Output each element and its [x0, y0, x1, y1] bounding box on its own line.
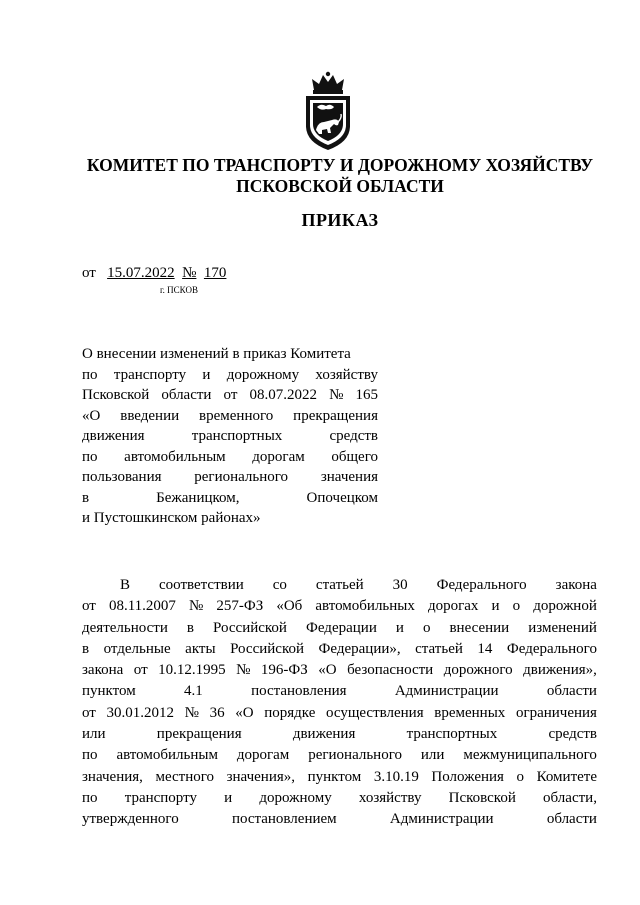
- word: осуществления: [326, 704, 424, 721]
- word: значения,: [82, 768, 143, 785]
- word: дорогам: [252, 448, 305, 465]
- word: о: [516, 768, 525, 785]
- word: пользования: [82, 469, 162, 485]
- order-date-number-line: [82, 265, 226, 282]
- word: «О: [82, 407, 101, 424]
- word: Псковской: [82, 387, 150, 403]
- body-line: [82, 618, 597, 639]
- body-line: [82, 681, 597, 702]
- subject-line: [82, 365, 378, 386]
- body-line: [82, 703, 597, 724]
- body-line: [82, 809, 597, 830]
- subject-line: [82, 385, 378, 406]
- word: со: [272, 577, 287, 593]
- word: 3.10.19: [373, 768, 419, 785]
- word: акты: [185, 640, 216, 657]
- subject-line: [82, 344, 378, 365]
- word: по: [82, 747, 98, 764]
- word: транспорту: [113, 366, 187, 383]
- from-label: от: [82, 265, 96, 281]
- word: соответствии: [159, 577, 244, 593]
- word: 257-ФЗ: [216, 598, 264, 615]
- word: введении: [120, 407, 180, 424]
- word: или: [420, 747, 445, 764]
- word: закона: [555, 577, 597, 593]
- subject-line: [82, 467, 378, 488]
- order-date: 15.07.2022: [107, 265, 175, 281]
- word: местного: [155, 768, 215, 785]
- word: 08.07.2022: [249, 387, 317, 403]
- word: регионального: [194, 469, 289, 485]
- word: 08.11.2007: [108, 598, 176, 615]
- word: Федерации: [306, 619, 377, 636]
- pskov-coat-of-arms-icon: [302, 70, 354, 152]
- word: Российской: [213, 619, 287, 636]
- word: средств: [329, 428, 378, 444]
- word: или: [82, 726, 106, 743]
- word: №: [236, 662, 251, 679]
- body-line: [82, 745, 597, 766]
- word: Администрации: [394, 683, 499, 700]
- word: движения»,: [523, 662, 597, 679]
- word: Администрации: [389, 811, 494, 828]
- word: закона: [82, 662, 124, 679]
- word: по: [82, 366, 98, 383]
- word: 165: [355, 387, 378, 403]
- word: ограничения: [515, 704, 597, 721]
- word: 14: [477, 640, 493, 657]
- body-line: [82, 639, 597, 660]
- subject-line: [82, 488, 378, 509]
- document-type: ПРИКАЗ: [301, 210, 379, 230]
- word: автомобильным: [116, 747, 218, 764]
- word: пунктом: [82, 683, 136, 700]
- body-line: [82, 767, 597, 788]
- word: от: [82, 704, 96, 721]
- word: дорожной: [533, 598, 597, 615]
- word: безопасности: [347, 662, 434, 679]
- body-line: [82, 596, 597, 617]
- word: и: [224, 789, 233, 806]
- word: Бежаницком,: [156, 489, 240, 506]
- word: и: [395, 619, 404, 636]
- word: транспорту: [124, 789, 197, 806]
- body-line: [82, 575, 597, 596]
- word: автомобильных: [315, 598, 415, 615]
- word: «О: [235, 704, 254, 721]
- body-line: [82, 788, 597, 809]
- word: Федерации»,: [318, 640, 401, 657]
- word: движения: [82, 428, 145, 444]
- word: Положения: [431, 768, 504, 785]
- word: о: [512, 598, 521, 615]
- word: «Об: [276, 598, 303, 615]
- word: 196-ФЗ: [260, 662, 308, 679]
- word: внесении: [449, 619, 510, 636]
- word: Псковской: [448, 789, 516, 806]
- word: от: [82, 598, 96, 615]
- word: автомобильным: [124, 448, 226, 465]
- word: дорожному: [226, 366, 300, 383]
- number-sign: №: [182, 265, 197, 281]
- organization-name-line2: ПСКОВСКОЙ ОБЛАСТИ: [236, 176, 444, 196]
- word: от: [223, 387, 238, 403]
- word: области: [546, 683, 597, 700]
- word: 30.01.2012: [106, 704, 174, 721]
- word: средств: [548, 726, 597, 743]
- word: дорожному: [259, 789, 332, 806]
- word: в: [186, 619, 194, 636]
- word: дорожного: [443, 662, 513, 679]
- word: №: [184, 704, 199, 721]
- word: 10.12.1995: [158, 662, 226, 679]
- word: 30: [392, 577, 408, 593]
- word: изменений: [528, 619, 597, 636]
- word: пунктом: [307, 768, 362, 785]
- word: общего: [331, 448, 378, 465]
- word: в: [82, 640, 90, 657]
- subject-line: [82, 447, 378, 468]
- word: №: [329, 387, 344, 403]
- word: Федерального: [506, 640, 597, 657]
- word: по: [82, 448, 98, 465]
- word: дорогах: [427, 598, 479, 615]
- subject-line: [82, 426, 378, 447]
- word: О внесении изменений в приказ Комитета: [82, 346, 351, 362]
- word: прекращения: [293, 407, 378, 424]
- order-number: 170: [203, 265, 227, 281]
- word: Федерального: [436, 577, 527, 593]
- subject-line: [82, 406, 378, 427]
- word: значения: [320, 469, 378, 485]
- word: транспортных: [406, 726, 498, 743]
- word: постановлением: [231, 811, 337, 828]
- word: статьей: [415, 640, 463, 657]
- word: прекращения: [156, 726, 242, 743]
- word: по: [82, 789, 98, 806]
- word: дорогам: [236, 747, 290, 764]
- word: области: [546, 811, 597, 828]
- word: Российской: [230, 640, 305, 657]
- word: отдельные: [103, 640, 171, 657]
- order-body-text: [82, 575, 597, 831]
- word: хозяйству: [358, 789, 422, 806]
- word: в: [82, 489, 90, 506]
- word: и Пустошкинском районах»: [82, 510, 261, 526]
- word: статьей: [315, 577, 364, 593]
- word: Комитете: [536, 768, 597, 785]
- word: утвержденного: [82, 811, 179, 828]
- order-subject: [82, 344, 378, 529]
- word: значения»,: [226, 768, 296, 785]
- word: временных: [434, 704, 506, 721]
- word: о: [422, 619, 431, 636]
- subject-line: [82, 508, 378, 529]
- word: порядке: [264, 704, 316, 721]
- word: и: [491, 598, 500, 615]
- word: Опочецком: [306, 489, 378, 506]
- word: 4.1: [184, 683, 203, 700]
- word: и: [202, 366, 211, 383]
- word: области,: [543, 789, 597, 806]
- word: постановления: [251, 683, 347, 700]
- word: области: [161, 387, 212, 403]
- word: В: [120, 577, 131, 593]
- word: 36: [209, 704, 225, 721]
- word: №: [188, 598, 204, 615]
- body-line: [82, 724, 597, 745]
- word: движения: [292, 726, 356, 743]
- word: межмуниципального: [463, 747, 597, 764]
- word: от: [133, 662, 148, 679]
- word: регионального: [308, 747, 402, 764]
- body-line: [82, 660, 597, 681]
- word: «О: [318, 662, 337, 679]
- word: хозяйству: [315, 366, 378, 383]
- word: транспортных: [191, 428, 283, 444]
- organization-name-line1: КОМИТЕТ ПО ТРАНСПОРТУ И ДОРОЖНОМУ ХОЗЯЙСТВУ: [86, 155, 594, 175]
- word: деятельности: [82, 619, 168, 636]
- city-label: г. ПСКОВ: [160, 285, 198, 295]
- word: временного: [199, 407, 274, 424]
